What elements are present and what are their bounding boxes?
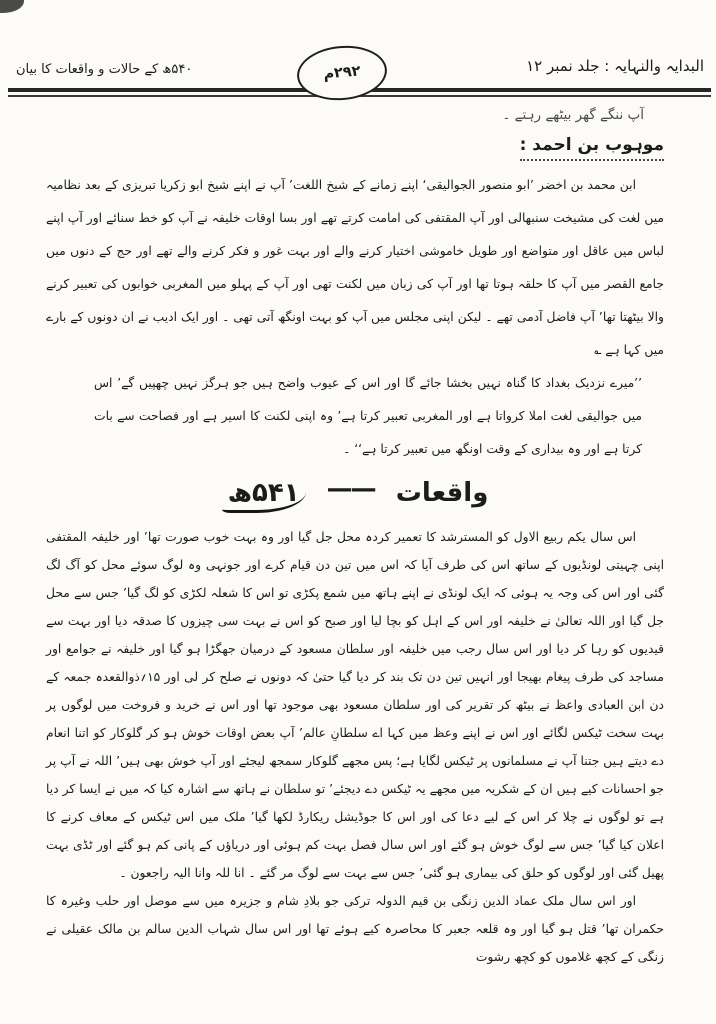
chapter-title: ۵۴۰ھ کے حالات و واقعات کا بیان <box>16 62 193 77</box>
entry-paragraph: ابن محمد بن اخضر ’ابو منصور الجوالیقی‘ اپنے زمانے کے شیخ اللغت’ آپ نے اپنے شیخ ابو زکریا تبریزی کے بعد نظامیہ میں لغت کی مشیخت سنبھالی اور آپ المقتفی کی امامت کرتے تھے اور بسا اوقات خلیفہ نے آپ کو خط سنائے اور آپ اپنے لباس میں عاقل اور متواضع اور طویل خاموشی اختیار کرنے والے اور بہت غور و فکر کرنے والے تھے اور حج کے دنوں میں جامع القصر میں آپ کا حلقہ ہوتا تھا اور آپ کی زبان میں لکنت تھی اور آپ کے پہلو میں المغربی خوابوں کی تعبیر کرنے والا بیٹھتا تھا’ آپ فاضل آدمی تھے ۔ لیکن اپنی مجلس میں آپ کو بہت اونگھ آتی تھی ۔ اور ایک ادیب نے ان دونوں کے بارے میں کہا ہے ؎ <box>46 178 664 357</box>
events-paragraph: اس سال یکم ربیع الاول کو المسترشد کا تعمیر کردہ محل جل گیا اور وہ بہت خوب صورت تھا’ اور خلیفہ المقتفی اپنی چہیتی لونڈیوں کے ساتھ اس کی طرف آیا کہ اس میں تین دن قیام کرے اور جونہی وہ لوگ سوئے محل کو آگ لگ گئی اور اس کی وجہ یہ ہوئی کہ ایک لونڈی نے اپنے ہاتھ میں شمع پکڑی تو اس کا شعلہ لکڑی کو لگ گیا’ جس سے محل جل گیا اور اللہ تعالیٰ نے خلیفہ اور اس کے اہل کو بچا لیا اور صبح کو اس نے بہت سی چیزوں کا صدقہ دیا اور بہت سے قیدیوں کو رہا کر دیا اور اس سال رجب میں خلیفہ اور سلطان مسعود کے درمیان جھگڑا ہو گیا اور خلیفہ نے جوامع اور مساجد کی طرف پیغام بھیجا اور انہیں تین دن تک بند کر دیا گیا حتیٰ کہ دونوں نے صلح کر لی اور ۱۵؍ذوالقعدہ جمعہ کے دن ابن العبادی واعظ نے بیٹھ کر تقریر کی اور سلطان مسعود بھی موجود تھا اور اس نے خرید و فروخت میں لوگوں پر بہت سخت ٹیکس لگائے اور اس نے اپنے وعظ میں کہا اے سلطانِ عالم’ آپ بعض اوقات خوش ہو کر گلوکار کو اتنا انعام دے دیتے ہیں جتنا آپ نے مسلمانوں پر ٹیکس لگایا ہے؛ پس مجھے گلوکار سمجھ لیجئے اور آپ خوش بھی ہیں’ اللہ نے آپ پر جو احسانات کیے ہیں ان کے شکریہ میں مجھے یہ ٹیکس دے دیجئے’ تو سلطان نے ہاتھ سے اشارہ کیا کہ میں نے ایسا کر دیا ہے تو لوگوں نے چلا کر اس کے لیے دعا کی اور اس کا جوڈیشل ریکارڈ لکھا گیا’ ملک میں اس ٹیکس کے معاف کرنے کا اعلان کیا گیا’ جس سے لوگ خوش ہو گئے اور اس سال فصل بہت کم ہوئی اور دریاؤں کے پانی کم ہو گئے اور ٹڈی بہت پھیل گئی اور لوگوں کو حلق کی بیماری ہو گئی’ جس سے بہت سے لوگ مر گئے ۔ انا للہ وانا الیہ راجعون ۔ <box>46 530 664 880</box>
entry-heading <box>46 134 664 161</box>
verse-quote: ’’میرے نزدیک بغداد کا گناہ نہیں بخشا جائے گا اور اس کے عیوب واضح ہیں جو ہرگز نہیں چھپیں گے’ اس میں جوالیقی لغت املا کرواتا ہے اور المغربی تعبیر کرتا ہے’ وہ اپنی لکنت کا اسیر ہے اور فصاحت سے بات کرتا ہے اور وہ بیداری کے وقت اونگھ میں تعبیر کرتا ہے‘‘ ۔ <box>94 376 642 456</box>
section-heading-title: واقعات <box>395 478 489 508</box>
closing-paragraph: اور اس سال ملک عماد الدین زنگی بن قیم الدولہ ترکی جو بلادِ شام و جزیرہ میں سے موصل اور حلب وغیرہ کا حکمران تھا’ قتل ہو گیا اور وہ قلعہ جعبر کا محاصرہ کیے ہوئے تھا اور اس سال شہاب الدین سالم بن مالک عقیلی نے زنگی کے کچھ غلاموں کو کچھ رشوت <box>46 894 664 964</box>
page-number: ۲۹۲م <box>322 63 362 83</box>
section-heading <box>46 474 664 513</box>
book-title: البدایہ والنہایہ : جلد نمبر ۱۲ <box>526 57 704 75</box>
page-body <box>46 102 664 971</box>
scan-corner-artifact <box>0 0 24 13</box>
opening-line: آپ ننگے گھر بیٹھے رہتے ۔ <box>502 107 644 123</box>
section-heading-year: ۵۴۱ھ <box>222 478 306 513</box>
section-heading-dash: —— <box>326 474 375 504</box>
entry-heading-text: موہوب بن احمد : <box>520 134 664 161</box>
